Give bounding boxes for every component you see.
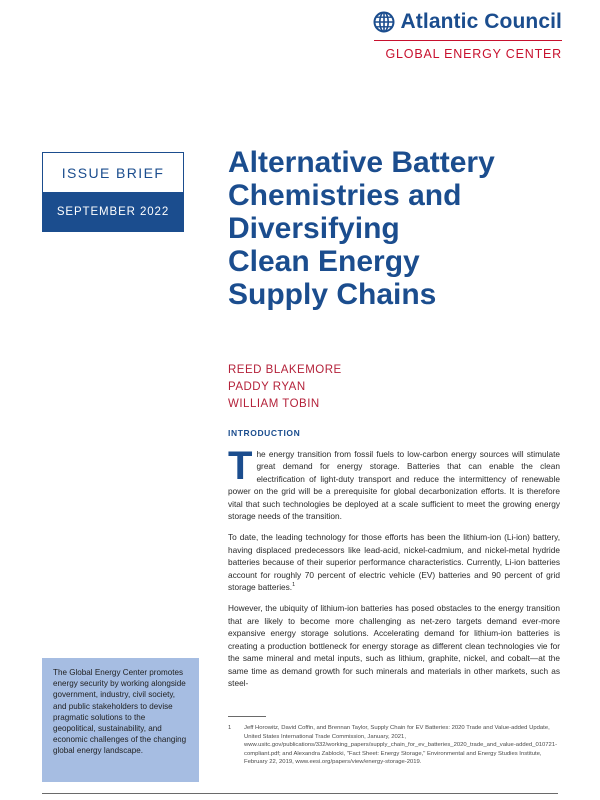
- footnote-text: Jeff Horowitz, David Coffin, and Brennan Taylor, Supply Chain for EV Batteries: 2020 Trade and Value-added Update, United States International Trade Commission, January, 2021, www.usitc.gov/publications/332/working_papers/supply_chain_for_ev_batteries_2020_trade_and_value-added_010721-compliant.pdf; and Alexandra Zablocki, "Fact Sheet: Energy Storage," Environmental and Energy Studies Institute, February 22, 2019, www.eesi.org/papers/view/energy-storage-2019.: [244, 725, 558, 766]
- author-name: REED BLAKEMORE: [228, 364, 342, 376]
- paragraph-text: However, the ubiquity of lithium-ion batteries has posed obstacles to the energy transition that are likely to become more challenging as net-zero targets demand ever-more expansive energy storage solutions. Accelerating demand for lithium-ion batteries is creating a production bottleneck for energy storage as different clean technologies vie for the same mineral and metal inputs, such as lithium, graphite, nickel, and cobalt—at the same time as demand growth for such minerals and materials in other markets, such as steel-: [228, 603, 560, 688]
- title-line: Chemistries and: [228, 179, 462, 212]
- brand-header: [322, 10, 562, 61]
- center-description-box: [42, 658, 199, 782]
- page-bottom-rule: [42, 793, 558, 794]
- issue-date: SEPTEMBER 2022: [43, 192, 183, 231]
- title-line: Alternative Battery: [228, 146, 495, 179]
- section-heading: INTRODUCTION: [228, 428, 301, 438]
- author-name: WILLIAM TOBIN: [228, 398, 320, 410]
- title-line: Supply Chains: [228, 278, 437, 311]
- author-name: PADDY RYAN: [228, 381, 306, 393]
- brand-logo-row: [322, 10, 562, 34]
- paragraph: [228, 531, 560, 593]
- paragraph: [228, 602, 560, 689]
- body-text: [228, 444, 560, 698]
- footnote-divider: [228, 716, 266, 717]
- paragraph: [228, 444, 560, 522]
- title-line: Diversifying: [228, 212, 400, 245]
- globe-icon: [373, 11, 395, 33]
- author-list: [228, 362, 342, 413]
- drop-cap: T: [228, 444, 253, 488]
- paragraph-text: he energy transition from fossil fuels to low-carbon energy sources will stimulate great demand for energy storage. Batteries that can enable the clean electrification of light-duty transport and reduce the intermittency of renewable power on the grid will be a prerequisite for global decarbonization efforts. It is therefore vital that such technologies be deployed at a scale sufficient to meet the growing energy storage needs of the transition.: [228, 449, 560, 522]
- brand-subtitle: GLOBAL ENERGY CENTER: [385, 47, 562, 61]
- footnote: [228, 724, 558, 767]
- issue-brief-box: [42, 152, 184, 232]
- center-description: The Global Energy Center promotes energy security by working alongside government, industry, civil society, and public stakeholders to devise pragmatic solutions to the geopolitical, sustainability, and economic challenges of the changing global energy landscape.: [53, 668, 187, 756]
- footnote-reference[interactable]: 1: [292, 582, 296, 589]
- footnote-number: 1: [228, 725, 232, 731]
- brand-name: Atlantic Council: [400, 10, 562, 33]
- brand-divider: [374, 40, 562, 41]
- title-line: Clean Energy: [228, 245, 420, 278]
- document-title: [228, 146, 568, 311]
- issue-brief-label: ISSUE BRIEF: [43, 153, 183, 192]
- paragraph-text: To date, the leading technology for those efforts has been the lithium-ion (Li-ion) battery, having displaced predecessors like lead-acid, nickel-cadmium, and nickel-metal hydride batteries because of their superior performance characteristics. Currently, Li-ion batteries account for roughly 70 percent of electric vehicle (EV) batteries and 90 percent of grid storage batteries.: [228, 532, 560, 593]
